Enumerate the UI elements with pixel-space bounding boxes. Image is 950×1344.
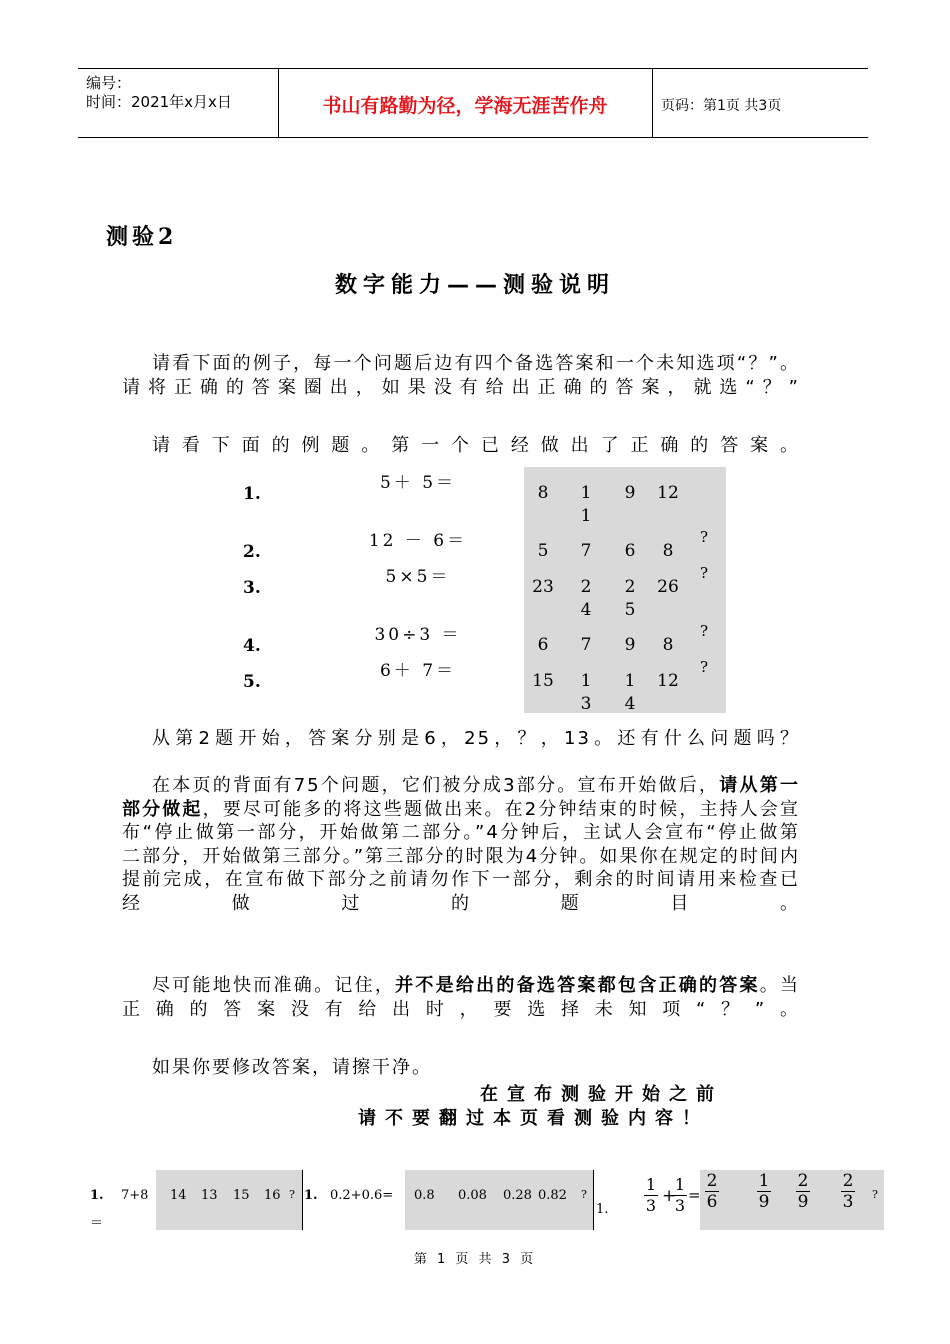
header-meta-cell — [78, 69, 279, 137]
answer-option[interactable]: 14 — [170, 1188, 187, 1203]
answer-option[interactable] — [705, 1172, 719, 1211]
closing-line-1: 在宣布测验开始之前 — [480, 1084, 723, 1105]
example-option[interactable]: 6 — [624, 541, 636, 561]
answer-option[interactable]: 0.82 — [538, 1188, 567, 1203]
instructions-part-b: ，要尽可能多的将这些题做出来。在2分钟结束的时候，主持人会宣布“停止做第一部分，开始做第二部分。”4分钟后，主试人会宣布“停止做第二部分，开始做第三部分。”第三部分的时限为4分钟。如果你在规定的时间内提前完成，在宣布做下部分之前请勿作下一部分，剩余的时间请用来检查已经做过的题目。 — [122, 798, 801, 914]
example-option[interactable]: 1 1 — [580, 483, 592, 526]
numerator: 2 — [842, 1171, 854, 1191]
example-option[interactable]: 9 — [624, 635, 636, 655]
answer-option[interactable]: 15 — [233, 1188, 250, 1203]
document-header — [78, 68, 868, 138]
paragraph-accuracy — [122, 974, 800, 1021]
q2-number: 1. — [304, 1188, 318, 1203]
page-code: 页码：第1页 共3页 — [661, 98, 782, 114]
answer-option[interactable]: 16 — [264, 1188, 281, 1203]
example-number: 4. — [243, 636, 261, 656]
unknown-option[interactable]: ? — [872, 1188, 878, 1201]
denominator: 6 — [706, 1192, 718, 1212]
instructions-bold: 请从第一部分做起 — [122, 775, 801, 820]
answer-option[interactable]: 0.8 — [414, 1188, 435, 1203]
example-option[interactable]: 23 — [532, 577, 554, 597]
example-option[interactable]: 8 — [537, 483, 549, 503]
q2-expression: 0.2+0.6= — [330, 1188, 394, 1203]
intro-paragraph-1: 请看下面的例子，每一个问题后边有四个备选答案和一个未知选项“？”。请将正确的答案圈出，如果没有给出正确的答案，就选“？” — [122, 353, 800, 398]
answer-option[interactable]: 0.08 — [458, 1188, 487, 1203]
denominator: 9 — [758, 1192, 770, 1212]
motto: 书山有路勤为径，学海无涯苦作舟 — [322, 95, 608, 117]
denominator: 9 — [797, 1192, 809, 1212]
accuracy-part-a: 尽可能地快而准确。记住， — [152, 975, 396, 996]
denominator: 3 — [674, 1196, 686, 1215]
q1-equals: ＝ — [90, 1216, 104, 1231]
unknown-option[interactable]: ? — [700, 658, 709, 676]
denominator: 3 — [645, 1196, 657, 1215]
header-page-cell — [652, 69, 869, 137]
example-option[interactable]: 1 4 — [624, 671, 636, 714]
column-divider — [593, 1170, 594, 1230]
example-option[interactable]: 15 — [532, 671, 554, 691]
denominator: 3 — [842, 1192, 854, 1212]
answer-option[interactable]: 0.28 — [503, 1188, 532, 1203]
unknown-option[interactable]: ? — [700, 528, 709, 546]
answer-option[interactable] — [757, 1172, 771, 1211]
example-option[interactable]: 8 — [662, 635, 674, 655]
q1-number: 1. — [90, 1188, 104, 1203]
numerator: 2 — [706, 1171, 718, 1191]
unknown-option[interactable]: ? — [700, 622, 709, 640]
example-number: 1. — [243, 484, 261, 504]
intro-paragraph-2: 请看下面的例题。第一个已经做出了正确的答案。 — [152, 435, 800, 456]
example-option[interactable]: 12 — [657, 483, 679, 503]
q3-fraction-b — [673, 1176, 687, 1215]
paragraph-erase: 如果你要修改答案，请擦干净。 — [152, 1057, 432, 1078]
example-expression: 5＋ 5＝ — [379, 473, 457, 493]
closing-line-2: 请不要翻过本页看测验内容！ — [358, 1108, 709, 1129]
example-option[interactable]: 2 5 — [624, 577, 636, 620]
q3-operator: + — [662, 1186, 677, 1206]
q3-fraction-a — [644, 1176, 658, 1215]
numerator: 1 — [758, 1171, 770, 1191]
page-footer: 第 1 页 共 3 页 — [413, 1252, 537, 1267]
example-option[interactable]: 12 — [657, 671, 679, 691]
q3-equals: = — [688, 1186, 701, 1204]
example-option[interactable]: 5 — [537, 541, 549, 561]
accuracy-part-b: 。当正确的答案没有给出时，要选择未知项“？”。 — [122, 975, 801, 1020]
example-option[interactable]: 6 — [537, 635, 549, 655]
q3-options-shading — [700, 1170, 884, 1230]
example-option[interactable]: 8 — [662, 541, 674, 561]
example-option[interactable]: 9 — [624, 483, 636, 503]
example-number: 2. — [243, 542, 261, 562]
page-title: 数字能力——测验说明 — [334, 273, 615, 298]
numerator: 1 — [645, 1175, 657, 1194]
example-option[interactable]: 2 4 — [580, 577, 592, 620]
number-label: 编号： — [86, 74, 132, 92]
answer-option[interactable] — [796, 1172, 810, 1211]
example-expression: 12 － 6＝ — [368, 531, 468, 551]
answer-option[interactable] — [841, 1172, 855, 1211]
accuracy-bold: 并不是给出的备选答案都包含正确的答案 — [395, 975, 760, 996]
example-option[interactable]: 7 — [580, 541, 592, 561]
instructions-part-a: 在本页的背面有75个问题，它们被分成3部分。宣布开始做后， — [152, 775, 720, 796]
example-option[interactable]: 1 3 — [580, 671, 592, 714]
column-divider — [302, 1170, 303, 1230]
q3-number: 1. — [596, 1202, 609, 1217]
example-number: 3. — [243, 578, 261, 598]
example-number: 5. — [243, 672, 261, 692]
time-label: 时间：2021年x月x日 — [86, 93, 232, 111]
unknown-option[interactable]: ? — [581, 1188, 587, 1201]
example-option[interactable]: 7 — [580, 635, 592, 655]
unknown-option[interactable]: ? — [289, 1188, 295, 1201]
numerator: 2 — [797, 1171, 809, 1191]
example-expression: 6＋ 7＝ — [379, 661, 457, 681]
example-expression: 30÷3 ＝ — [374, 625, 462, 645]
q1-expression: 7+8 — [121, 1188, 149, 1203]
answer-option[interactable]: 13 — [201, 1188, 218, 1203]
paragraph-instructions — [122, 774, 800, 915]
test-label: 测验2 — [106, 224, 178, 250]
example-option[interactable]: 26 — [657, 577, 679, 597]
paragraph-answers: 从第2题开始，答案分别是6，25，？，13。还有什么问题吗？ — [152, 728, 800, 749]
unknown-option[interactable]: ? — [700, 564, 709, 582]
numerator: 1 — [674, 1175, 686, 1194]
example-expression: 5×5＝ — [385, 567, 451, 587]
